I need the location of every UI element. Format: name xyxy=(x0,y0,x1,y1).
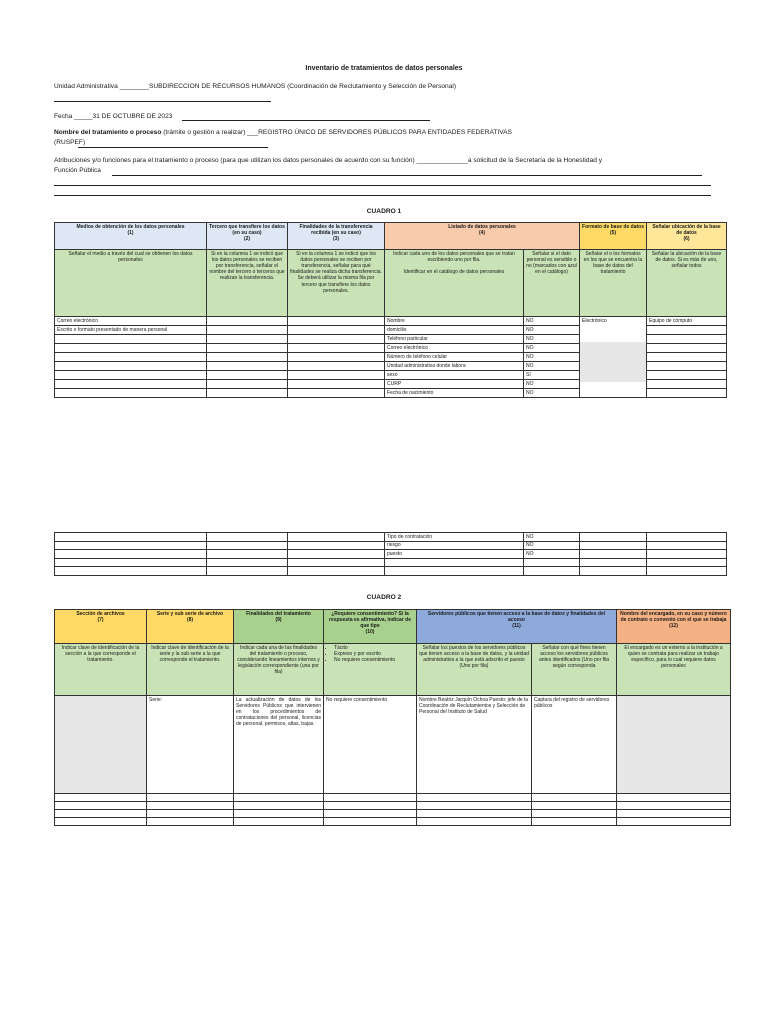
c2-seccion-value xyxy=(55,696,147,794)
nombre-value-2: (RUSPEF) xyxy=(54,139,86,146)
c1-sensible-contratacion: NO xyxy=(524,533,580,542)
cuadro2-table xyxy=(54,609,731,826)
atrib-line-2 xyxy=(54,166,714,175)
c1-sensible-nombre: NO xyxy=(524,317,580,326)
c1-header-formato: Formato de base de datos (5) xyxy=(580,223,647,250)
c1-dato-puesto: puesto xyxy=(385,550,524,559)
cuadro1-title: CUADRO 1 xyxy=(366,208,402,215)
atrib-line xyxy=(54,156,714,165)
cuadro2-instruction-row xyxy=(55,644,731,696)
c2-instr-seccion: Indicar clave de identificación de la sección a la que corresponde el tratamiento. xyxy=(55,644,147,696)
c2-header-consentimiento: ¿Requiere consentimiento? Si la respuesta es afirmativa, indicar de que tipo (10) xyxy=(324,610,417,644)
c1-header-finalidades: Finalidades de la transferencia recibida (en su caso) (3) xyxy=(288,223,385,250)
c1-medio-2: Escrito o formato presentado de manera personal xyxy=(55,326,207,335)
nombre-blank: ___ xyxy=(247,129,259,136)
c1-dato-contratacion: Tipo de contratación xyxy=(385,533,524,542)
c2-instr-puestos: Señalar los puestos de los servidores públicos que tienen acceso a la base de datos, y la unidad administrativa a la que está adscrito el puesto (Uno por fila) xyxy=(417,644,532,696)
c2-header-seccion: Sección de archivos (7) xyxy=(55,610,147,644)
c1-instr-tercero: Si en la columna 1 se indicó que los datos personales se reciben por transferencia, señalar el nombre del tercero o terceros que realizan la transferencia. xyxy=(207,250,288,317)
unidad-line xyxy=(54,82,714,91)
consent-option-tacito: • Tácito xyxy=(334,645,414,651)
c1-sensible-unidad: NO xyxy=(524,362,580,371)
c2-instr-consentimiento xyxy=(324,644,417,696)
c1-header-ubicacion: Señalar ubicación de la base de datos (6) xyxy=(647,223,727,250)
c2-header-encargado: Nombre del encargado, en su caso y número de contrato o convenio con el que se trabaja (12) xyxy=(617,610,731,644)
c1-sensible-domicilio: NO xyxy=(524,326,580,335)
c1-sensible-puesto: NO xyxy=(524,550,580,559)
unidad-value: SUBDIRECCION DE RECURSOS HUMANOS (Coordinación de Reclutamiento y Selección de Personal) xyxy=(148,83,457,90)
atrib-underline-2 xyxy=(54,185,711,186)
fecha-label: Fecha xyxy=(54,113,73,120)
consent-option-expreso: • Expreso y por escrito xyxy=(334,651,414,657)
c1-instr-listado: Indicar cada uno de los datos personales que se tratan escribiendo uno por fila. Identificar en el catálogo de datos personales xyxy=(385,250,524,317)
c1-dato-sexo: sexo xyxy=(385,371,524,380)
atrib-value-2: Función Pública xyxy=(54,167,101,174)
table-row xyxy=(55,696,731,794)
c1-instr-ubicacion: Señalar la ubicación de la base de datos. Si es más de uno, señalar todos xyxy=(647,250,727,317)
table-row xyxy=(55,810,731,818)
c2-consent-value: No requiere consentimiento xyxy=(324,696,417,794)
table-row xyxy=(55,533,727,542)
cuadro1-instruction-row xyxy=(55,250,727,317)
atrib-underline-3 xyxy=(54,195,711,196)
c1-sensible-nacimiento: NO xyxy=(524,389,580,398)
c2-fines-value: Captura del registro de servidores públicos xyxy=(532,696,617,794)
c1-dato-riesgo: riesgo xyxy=(385,541,524,550)
c2-encargado-value xyxy=(617,696,731,794)
c1-sensible-telefono: NO xyxy=(524,335,580,344)
atrib-underline-1 xyxy=(112,175,702,176)
c2-instr-fines: Señalar con qué fines tienen acceso los servidores públicos antes identificados (Uno por fila según corresponda xyxy=(532,644,617,696)
table-row xyxy=(55,550,727,559)
c1-dato-telefono: Teléfono particular xyxy=(385,335,524,344)
c2-header-servidores: Servidores públicos que tienen acceso a la base de datos y finalidades del acceso (11) xyxy=(417,610,617,644)
nombre-value: REGISTRO ÚNICO DE SERVIDORES PÚBLICOS PARA ENTIDADES FEDERATIVAS xyxy=(258,129,512,136)
c1-sensible-curp: NO xyxy=(524,380,580,389)
fecha-blank: _____ xyxy=(74,113,93,120)
table-row xyxy=(55,818,731,826)
unidad-blank: ________ xyxy=(119,83,149,90)
c1-sensible-riesgo: NO xyxy=(524,541,580,550)
table-row xyxy=(55,567,727,576)
c2-instr-serie: Indicar clave de identificación de la serie y la sub serie a la que corresponde el tratamiento. xyxy=(147,644,234,696)
unidad-label: Unidad Administrativa xyxy=(54,83,118,90)
c1-dato-nombre: Nombre xyxy=(385,317,524,326)
atrib-value: a solicitud de la Secretaría de la Honestidad y xyxy=(467,157,603,164)
c1-ubicacion-value: Equipo de cómputo xyxy=(647,317,727,326)
c1-dato-unidad: Unidad administrativa donde labora xyxy=(385,362,524,371)
c1-instr-sensible: Señalar si el dato personal es sensible o no (marcados con azul en el catálogo) xyxy=(524,250,580,317)
c2-instr-finalidades: Indicar cada una de las finalidades del tratamiento o proceso, considerando lineamientos internos y legislación correspondiente (una por fila) xyxy=(234,644,324,696)
c2-header-finalidades: Finalidades del tratamiento (9) xyxy=(234,610,324,644)
consent-option-no-requiere: • No requiere consentimiento xyxy=(334,657,414,663)
nombre-line-2 xyxy=(54,138,714,147)
atrib-label: Atribuciones y/o funciones para el tratamiento o proceso (para que utilizan los datos personales de acuerdo con su función) xyxy=(54,157,415,164)
table-row xyxy=(55,541,727,550)
c1-header-medios: Medios de obtención de los datos personales (1) xyxy=(55,223,207,250)
atrib-blank: ______________ xyxy=(416,157,468,164)
c1-formato-value: Electrónico xyxy=(580,317,647,398)
c1-dato-nacimiento: Fecha de nacimiento xyxy=(385,389,524,398)
cuadro2-title: CUADRO 2 xyxy=(366,594,402,601)
fecha-underline xyxy=(182,120,430,121)
c1-instr-medios: Señalar el medio a través del cual se obtienen los datos personales xyxy=(55,250,207,317)
nombre-underline xyxy=(78,147,268,148)
cuadro1-table xyxy=(54,222,727,398)
c2-finalidad-value: La actualización de datos de los Servidores Públicos que intervienen en los procedimientos de contrataciones del personal, licencias de personal, permisos, altas, bajas. xyxy=(234,696,324,794)
c1-medio-1: Correo electrónico xyxy=(55,317,207,326)
c2-serie-value: Serie: xyxy=(147,696,234,794)
c1-instr-finalidades: Si en la columna 1 se indicó que los datos personales se reciben por transferencia, señalar para qué finalidades se realiza dicha transferencia. Se deberá utilizar la misma fila por tercero que transfiere los datos personales. xyxy=(288,250,385,317)
table-row xyxy=(55,317,727,326)
c2-header-serie: Serie y sub serie de archivo (8) xyxy=(147,610,234,644)
c1-header-listado: Listado de datos personales (4) xyxy=(385,223,580,250)
table-row xyxy=(55,558,727,567)
c1-dato-correo: Correo electrónico xyxy=(385,344,524,353)
nombre-hint: (trámite o gestión a realizar) xyxy=(163,129,246,136)
c1-sensible-sexo: SI xyxy=(524,371,580,380)
c1-dato-curp: CURP xyxy=(385,380,524,389)
nombre-line xyxy=(54,128,714,137)
document-title: Inventario de tratamientos de datos personales xyxy=(305,65,463,72)
c1-dato-domicilio: domicilio xyxy=(385,326,524,335)
table-row xyxy=(55,794,731,802)
cuadro1-continuation-table xyxy=(54,532,727,576)
c2-servidor-value: Nombre Beatriz Jarquín Ochoa Puesto: jefe de la Coordinación de Reclutamientos y Selección de Personal del Instituto de Salud xyxy=(417,696,532,794)
c1-header-tercero: Tercero que transfiere los datos (en su caso) (2) xyxy=(207,223,288,250)
fecha-value: 31 DE OCTUBRE DE 2023 xyxy=(92,113,173,120)
table-row xyxy=(55,802,731,810)
c1-dato-celular: Número de teléfono celular xyxy=(385,353,524,362)
cuadro2-header-row xyxy=(55,610,731,644)
c1-sensible-correo: NO xyxy=(524,344,580,353)
cuadro1-header-row xyxy=(55,223,727,250)
unidad-underline xyxy=(54,101,271,102)
c1-instr-formato: Señalar el o los formatos en los que se encuentra la base de datos del tratamiento xyxy=(580,250,647,317)
c2-instr-encargado: El encargado es un externo a la institución a quien se contrata para realizar un trabajo específico, para lo cual requiere datos personales xyxy=(617,644,731,696)
c1-sensible-celular: NO xyxy=(524,353,580,362)
nombre-label: Nombre del tratamiento o proceso xyxy=(54,129,162,136)
